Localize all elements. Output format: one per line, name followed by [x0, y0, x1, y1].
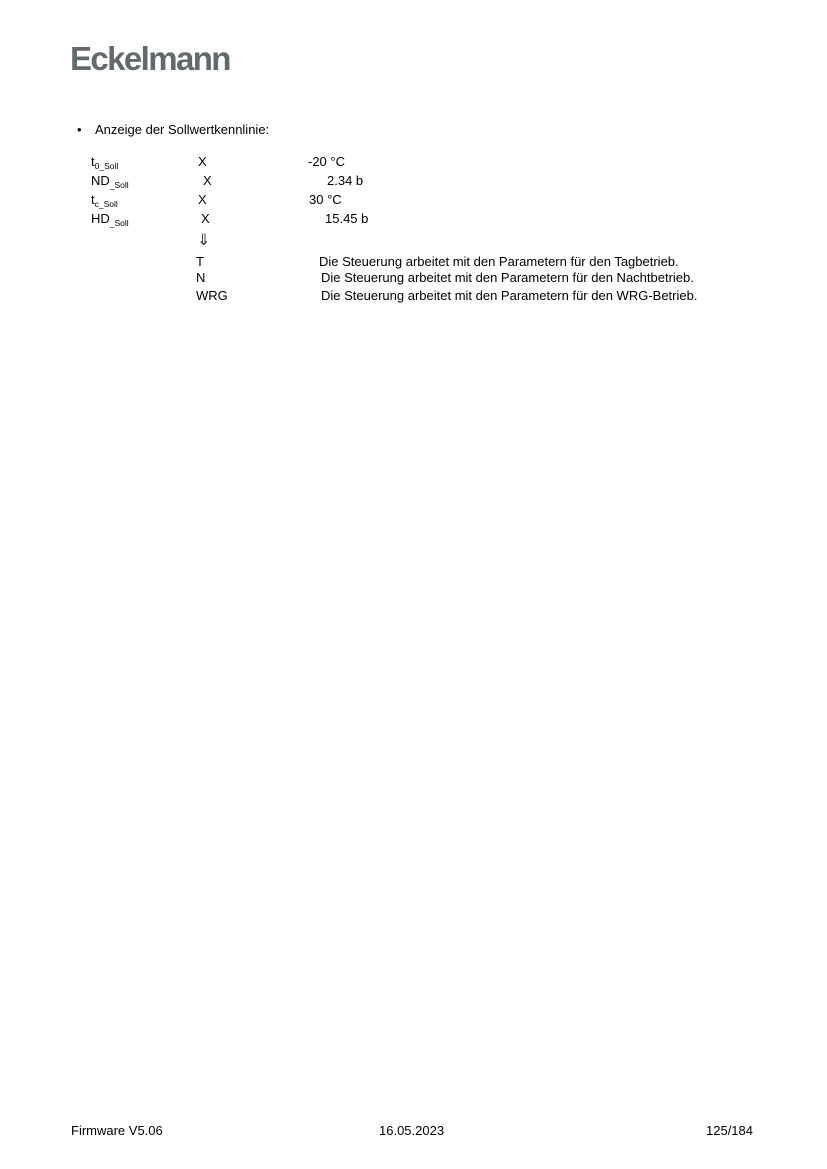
- mode-description-n: Die Steuerung arbeitet mit den Parametern für den Nachtbetrieb.: [321, 270, 694, 285]
- down-arrow-icon: ⇓: [197, 232, 211, 249]
- param-value-hd: 15.45 b: [325, 211, 369, 226]
- footer-page-number: 125/184: [706, 1123, 753, 1138]
- param-value-tc: 30 °C: [309, 192, 342, 207]
- bullet-icon: •: [77, 122, 82, 137]
- mode-description-t: Die Steuerung arbeitet mit den Parametern für den Tagbetrieb.: [319, 254, 679, 269]
- mode-code-n: N: [196, 270, 206, 285]
- param-value-nd: 2.34 b: [327, 173, 364, 188]
- mode-code-t: T: [196, 254, 204, 269]
- eckelmann-logo: Eckelmann: [70, 40, 230, 77]
- param-symbol-t0: $t_{0\_Soll}$: [91, 154, 119, 171]
- param-x-nd: X: [203, 173, 212, 188]
- param-symbol-tc: $t_{c\_Soll}$: [91, 192, 118, 209]
- param-value-t0: -20 °C: [308, 154, 345, 169]
- param-symbol-nd: $ND_{\_Soll}$: [91, 173, 129, 190]
- param-x-hd: X: [201, 211, 210, 226]
- param-x-t0: X: [198, 154, 207, 169]
- mode-description-wrg: Die Steuerung arbeitet mit den Parametern für den WRG-Betrieb.: [321, 288, 698, 303]
- mode-code-wrg: WRG: [196, 288, 228, 303]
- footer-date: 16.05.2023: [379, 1123, 445, 1138]
- param-x-tc: X: [198, 192, 207, 207]
- footer-firmware: Firmware V5.06: [71, 1123, 163, 1138]
- bullet-item: [77, 122, 269, 137]
- param-symbol-hd: $HD_{\_Soll}$: [91, 211, 129, 228]
- bullet-text: Anzeige der Sollwertkennlinie:: [95, 122, 270, 137]
